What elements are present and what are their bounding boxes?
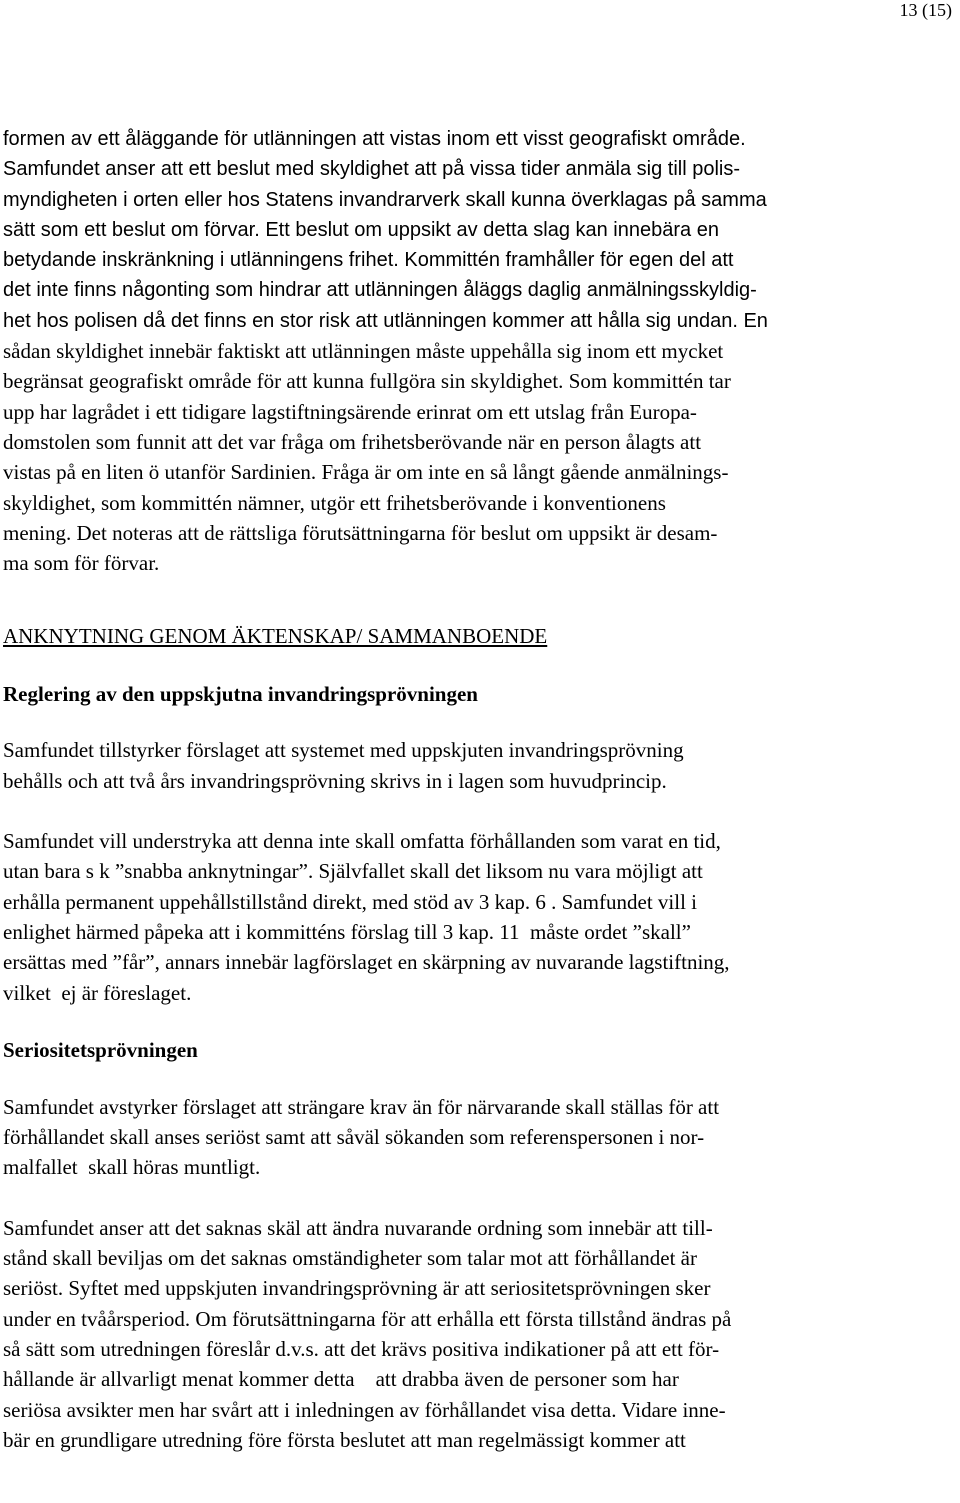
- text-line: seriöst. Syftet med uppskjuten invandringsprövning är att seriositetsprövningen sker: [3, 1276, 711, 1301]
- text-line: utan bara s k ”snabba anknytningar”. Självfallet skall det liksom nu vara möjligt att: [3, 859, 703, 884]
- text-segment: Ett beslut om uppsikt av detta slag kan innebära en: [265, 218, 719, 241]
- text-segment: det inte finns någonting som hindrar att utlänningen åläggs daglig anmälningsskyldig-: [3, 279, 757, 302]
- text-line: [3, 154, 933, 184]
- text-line: behålls och att två års invandringsprövning skrivs in i lagen som huvudprincip.: [3, 768, 667, 793]
- text-line: [3, 397, 933, 427]
- text-line: förhållandet skall anses seriöst samt att såväl sökanden som referenspersonen i nor-: [3, 1125, 705, 1150]
- text-segment: skyldighet, som kommittén nämner, utgör ett frihetsberövande i konventionens: [3, 490, 666, 515]
- text-line: Samfundet avstyrker förslaget att strängare krav än för närvarande skall ställas för att: [3, 1094, 720, 1119]
- paragraph-tillstyrker: [3, 735, 933, 796]
- text-segment: betydande inskränkning i utlänningens frihet.: [3, 249, 405, 272]
- page-number: 13 (15): [899, 0, 952, 20]
- text-line: [3, 306, 933, 336]
- text-segment: sådan skyldighet innebär faktiskt att utlänningen måste uppehålla sig inom ett mycket: [3, 339, 724, 364]
- text-line: [3, 366, 933, 396]
- text-segment: Fråga är om inte en så långt gående anmälnings-: [321, 460, 729, 485]
- text-line: vilket ej är föreslaget.: [3, 980, 192, 1005]
- text-line: enlighet härmed påpeka att i kommitténs förslag till 3 kap. 11 måste ordet ”skall”: [3, 919, 691, 944]
- text-segment: sätt som ett beslut om förvar.: [3, 218, 266, 241]
- text-line: Samfundet vill understryka att denna inte skall omfatta förhållanden som varat en tid,: [3, 829, 721, 854]
- text-line: Samfundet anser att det saknas skäl att ändra nuvarande ordning som innebär att till-: [3, 1215, 713, 1240]
- text-segment: begränsat geografiskt område för att kunna fullgöra sin skyldighet.: [3, 369, 569, 394]
- text-line: ersättas med ”får”, annars innebär lagförslaget en skärpning av nuvarande lagstiftning,: [3, 950, 730, 975]
- text-line: malfallet skall höras muntligt.: [3, 1155, 261, 1180]
- text-segment: vistas på en liten ö utanför Sardinien.: [3, 460, 322, 485]
- paragraph-understryka: [3, 826, 933, 1008]
- text-segment: myndigheten i orten eller hos Statens invandrarverk skall kunna överklagas på samma: [3, 188, 767, 211]
- text-line: erhålla permanent uppehållstillstånd direkt, med stöd av 3 kap. 6 . Samfundet vill i: [3, 889, 698, 914]
- text-segment: upp har lagrådet i ett tidigare lagstiftningsärende erinrat om ett utslag från Europa-: [3, 399, 697, 424]
- text-line: [3, 124, 933, 154]
- subheading-reglering: Reglering av den uppskjutna invandringsprövningen: [3, 682, 478, 707]
- subheading-seriositet: Seriositetsprövningen: [3, 1037, 198, 1062]
- text-line: stånd skall beviljas om det saknas omständigheter som talar mot att förhållandet är: [3, 1246, 697, 1271]
- text-segment: Som kommittén tar: [568, 369, 731, 394]
- text-line: [3, 215, 933, 245]
- text-line: [3, 185, 933, 215]
- text-line: seriösa avsikter men har svårt att i inledningen av förhållandet visa detta. Vidare inne-: [3, 1397, 726, 1422]
- text-segment: formen av ett åläggande för utlänningen att vistas inom ett visst geografiskt område.: [3, 128, 746, 150]
- text-line: [3, 488, 933, 518]
- text-line: [3, 518, 933, 548]
- document-body: [3, 124, 933, 1455]
- text-segment: ma som för förvar.: [3, 551, 160, 576]
- paragraph-saknas-skal: [3, 1213, 933, 1455]
- text-segment: Samfundet anser att ett beslut med skyldighet att på vissa tider anmäla sig till polis-: [3, 158, 741, 181]
- text-line: under en tvåårsperiod. Om förutsättningarna för att erhålla ett första tillstånd ändras på: [3, 1306, 732, 1331]
- text-line: [3, 275, 933, 305]
- text-segment: mening.: [3, 520, 77, 545]
- section-heading: ANKNYTNING GENOM ÄKTENSKAP/ SAMMANBOENDE: [3, 624, 548, 649]
- text-line: [3, 427, 933, 457]
- text-line: hållande är allvarligt menat kommer detta att drabba även de personer som har: [3, 1367, 679, 1392]
- text-line: Samfundet tillstyrker förslaget att systemet med uppskjuten invandringsprövning: [3, 738, 684, 763]
- text-segment: het hos polisen då det finns en stor risk att utlänningen kommer att hålla sig undan. En: [3, 309, 768, 332]
- text-segment: Kommittén framhåller för egen del att: [404, 249, 734, 272]
- text-line: så sätt som utredningen föreslår d.v.s. att det krävs positiva indikationer på att ett för-: [3, 1336, 720, 1361]
- text-segment: Det noteras att de rättsliga förutsättningarna för beslut om uppsikt är desam-: [76, 520, 718, 545]
- text-line: [3, 245, 933, 275]
- text-line: bär en grundligare utredning före första beslutet att man regelmässigt kommer att: [3, 1427, 686, 1452]
- paragraph-uppsikt: [3, 124, 933, 578]
- text-line: [3, 457, 933, 487]
- text-line: [3, 548, 933, 578]
- text-segment: domstolen som funnit att det var fråga om frihetsberövande när en person ålagts att: [3, 429, 702, 454]
- paragraph-avstyrker: [3, 1092, 933, 1183]
- text-line: [3, 336, 933, 366]
